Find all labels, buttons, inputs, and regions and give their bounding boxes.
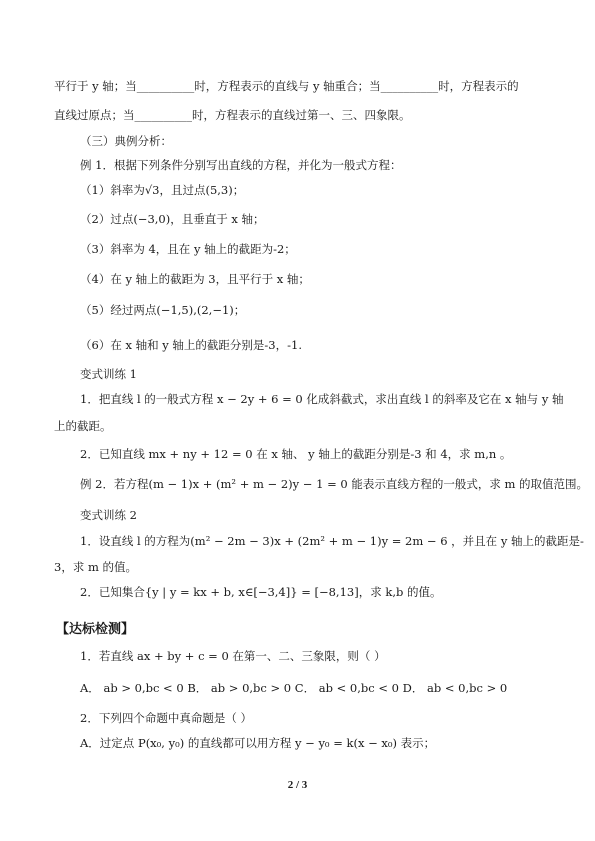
drill1-q1-line1: 1．把直线 l 的一般式方程 x − 2y + 6 = 0 化成斜截式，求出直线 l 的斜率及它在 x 轴与 y 轴 <box>80 392 564 406</box>
drill1-q1-line2: 上的截距。 <box>54 419 112 433</box>
drill2-q1-line2: 3，求 m 的值。 <box>54 560 138 574</box>
drill2-title: 变式训练 2 <box>80 508 137 522</box>
check-q2: 2．下列四个命题中真命题是（ ） <box>80 711 252 725</box>
page-number: 2 / 3 <box>287 779 308 791</box>
section-title: （三）典例分析： <box>80 134 172 148</box>
drill2-q1-line1: 1．设直线 l 的方程为(m² − 2m − 3)x + (2m² + m − 1)y = 2m − 6 ，并且在 y 轴上的截距是- <box>80 534 584 548</box>
check-q1-options: A． ab > 0,bc < 0 B． ab > 0,bc > 0 C． ab < 0,bc < 0 D． ab < 0,bc > 0 <box>80 681 508 695</box>
example1-stem: 例 1．根据下列条件分别写出直线的方程，并化为一般式方程： <box>80 158 402 172</box>
check-q2-option-a: A．过定点 P(x₀, y₀) 的直线都可以用方程 y − y₀ = k(x − x₀) 表示； <box>80 736 436 750</box>
paragraph-line-1: 平行于 y 轴；当__________时，方程表示的直线与 y 轴重合；当__________时，方程表示的 <box>54 79 519 93</box>
example2: 例 2．若方程(m − 1)x + (m² + m − 2)y − 1 = 0 能表示直线方程的一般式，求 m 的取值范围。 <box>80 477 589 491</box>
drill2-q2: 2．已知集合{y | y = kx + b, x∈[−3,4]} = [−8,13]，求 k,b 的值。 <box>80 585 442 599</box>
drill1-title: 变式训练 1 <box>80 367 137 381</box>
example1-item-1: （1）斜率为√3，且过点(5,3)； <box>80 183 245 197</box>
example1-item-4: （4）在 y 轴上的截距为 3，且平行于 x 轴； <box>80 272 310 286</box>
example1-item-6: （6）在 x 轴和 y 轴上的截距分别是-3，-1. <box>80 338 302 352</box>
check-q1: 1．若直线 ax + by + c = 0 在第一、二、三象限，则（ ） <box>80 649 386 663</box>
standards-heading: 【达标检测】 <box>56 622 135 637</box>
example1-item-5: （5）经过两点(−1,5),(2,−1)； <box>80 303 246 317</box>
paragraph-line-2: 直线过原点；当__________时，方程表示的直线过第一、三、四象限。 <box>54 108 411 122</box>
drill1-q2: 2．已知直线 mx + ny + 12 = 0 在 x 轴、 y 轴上的截距分别是-3 和 4，求 m,n 。 <box>80 447 512 461</box>
example1-item-2: （2）过点(−3,0)，且垂直于 x 轴； <box>80 212 265 226</box>
example1-item-3: （3）斜率为 4，且在 y 轴上的截距为-2； <box>80 242 296 256</box>
